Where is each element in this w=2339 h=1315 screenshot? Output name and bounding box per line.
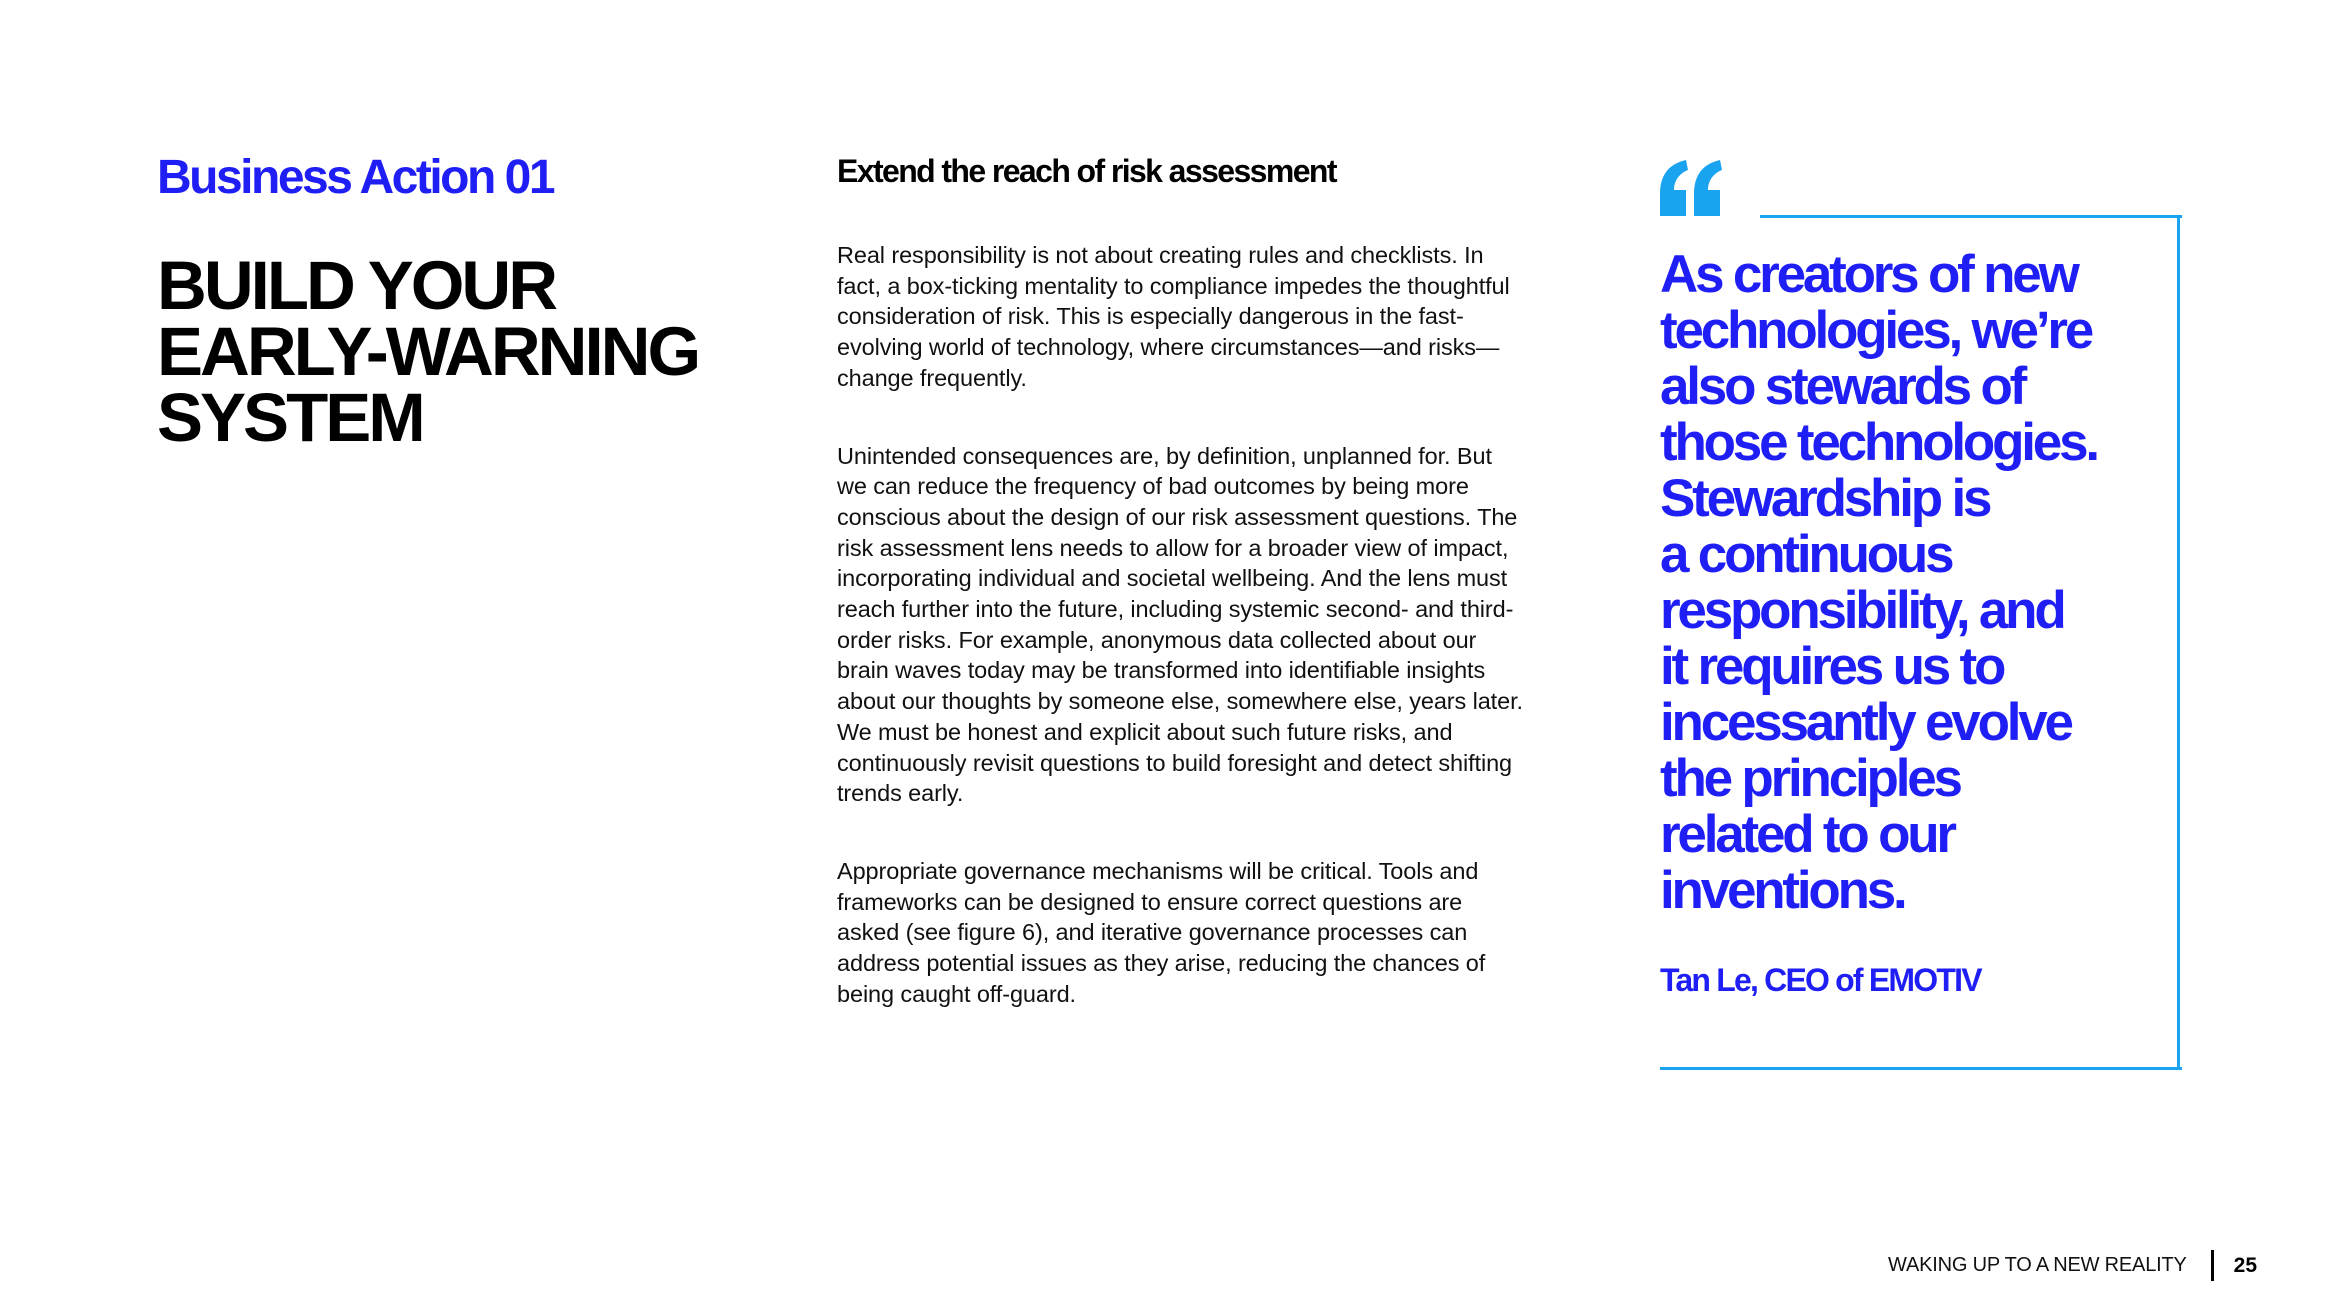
- page-title-line: EARLY-WARNING: [157, 313, 699, 390]
- page-title-line: BUILD YOUR: [157, 247, 556, 324]
- pull-quote-line: Stewardship is: [1660, 469, 1990, 528]
- body-text: [837, 240, 1527, 1056]
- pull-quote-line: responsibility, and: [1660, 581, 2064, 640]
- pull-quote-line: inventions.: [1660, 861, 1905, 920]
- business-action-label: Business Action 01: [157, 151, 554, 204]
- quote-frame-bottom-border: [1660, 1067, 2182, 1070]
- quote-attribution: Tan Le, CEO of EMOTIV: [1660, 962, 1981, 998]
- pull-quote-line: As creators of new: [1660, 245, 2077, 304]
- body-paragraph: Unintended consequences are, by definition, unplanned for. But we can reduce the frequency of bad outcomes by being more conscious about the design of our risk assessment questions. The risk assessment lens needs to allow for a broader view of impact, incorporating individual and societal wellbeing. And the lens must reach further into the future, including systemic second- and third-order risks. For example, anonymous data collected about our brain waves today may be transformed into identifiable insights about our thoughts by someone else, somewhere else, years later. We must be honest and explicit about such future risks, and continuously revisit questions to build foresight and detect shifting trends early.: [837, 442, 1523, 807]
- pull-quote-line: a continuous: [1660, 525, 1952, 584]
- pull-quote-line: it requires us to: [1660, 637, 2004, 696]
- pull-quote: [1660, 247, 2170, 919]
- page-title: [157, 247, 797, 456]
- quote-frame-right-border: [2177, 215, 2180, 1070]
- pull-quote-line: also stewards of: [1660, 357, 2025, 416]
- pull-quote-line: technologies, we’re: [1660, 301, 2092, 360]
- footer-report-title: WAKING UP TO A NEW REALITY: [1888, 1254, 2187, 1276]
- pull-quote-line: related to our: [1660, 805, 1954, 864]
- footer-divider: [2211, 1250, 2214, 1281]
- pull-quote-line: the principles: [1660, 749, 1960, 808]
- page-footer: [1888, 1250, 2257, 1281]
- quote-open-icon: [1656, 158, 1726, 218]
- body-paragraph: Appropriate governance mechanisms will be critical. Tools and frameworks can be designed to ensure correct questions are asked (see figure 6), and iterative governance processes can address potential issues as they arise, reducing the chances of being caught off-guard.: [837, 857, 1486, 1007]
- quote-frame-top-border: [1760, 215, 2182, 218]
- page-number: 25: [2233, 1253, 2257, 1277]
- page-title-line: SYSTEM: [157, 379, 423, 456]
- pull-quote-line: incessantly evolve: [1660, 693, 2071, 752]
- section-heading: Extend the reach of risk assessment: [837, 153, 1336, 189]
- pull-quote-line: those technologies.: [1660, 413, 2097, 472]
- body-paragraph: Real responsibility is not about creating rules and checklists. In fact, a box-ticking mentality to compliance impedes the thoughtful consideration of risk. This is especially dangerous in the fast-evolving world of technology, where circumstances—and risks—change frequently.: [837, 242, 1510, 391]
